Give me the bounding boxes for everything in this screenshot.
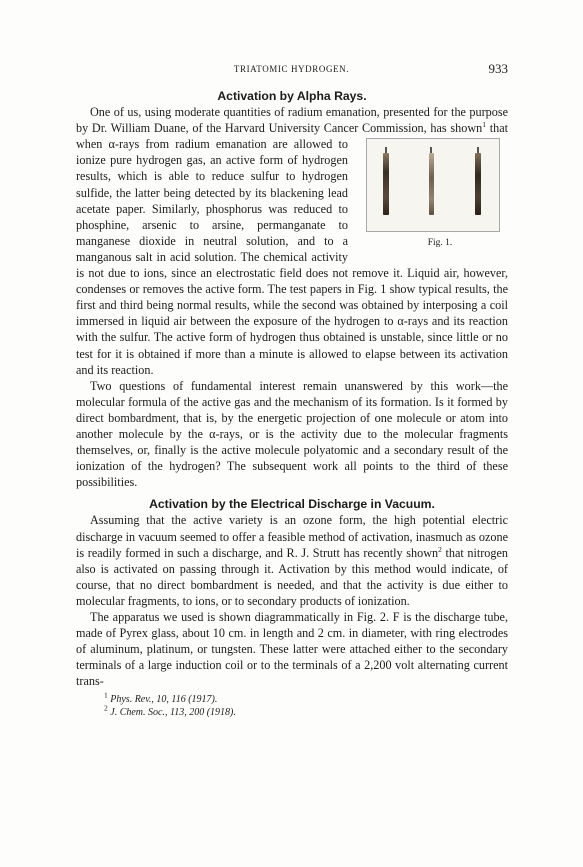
main-text: [76, 88, 508, 719]
paragraph-alpha-rays-2: Two questions of fundamental interest remain unanswered by this work—the molecular formula of the active gas and the mechanism of its formation. Is it formed by direct bombardment, that is, by the energetic projection of one molecule or atom into another molecule by the α-rays, or is the activity due to the molecular fragments themselves, or, finally is the active molecule polyatomic and a secondary result of the ionization of the hydrogen? The subsequent work all points to the third of these possibilities.: [76, 378, 508, 490]
footnote-ref-2: 2: [438, 544, 442, 554]
page-number: 933: [488, 61, 508, 76]
running-head: [0, 61, 583, 80]
footnotes: [76, 693, 508, 719]
paragraph-alpha-rays-1: [76, 104, 508, 378]
footnote-2: [76, 706, 508, 719]
footnote-mark: 2: [104, 704, 108, 714]
figure-1: [358, 138, 508, 251]
test-paper-strip-3: [475, 153, 481, 215]
figure-1-caption: Fig. 1.: [427, 238, 453, 249]
paragraph-discharge-1: [76, 512, 508, 609]
paragraph-text: One of us, using moderate quantities of radium emanation, presented for the purpose by Dr. William Duane, of the Harvard University Cancer Commission, has shown: [76, 105, 508, 136]
footnote-text: Phys. Rev., 10, 116 (1917).: [110, 694, 218, 706]
footnote-1: [76, 693, 508, 706]
test-paper-strip-2: [429, 153, 434, 215]
section-heading-alpha-rays: Activation by Alpha Rays.: [217, 89, 367, 103]
paragraph-text-with-figure: [76, 121, 508, 376]
footnote-mark: 1: [104, 691, 108, 701]
paragraph-text: Assuming that the active variety is an ozone form, the high potential electric discharge in vacuum seemed to offer a feasible method of activation, inasmuch as ozone is readily formed in such a discharge, and R. J. Strutt has recently shown: [76, 513, 508, 560]
running-title: TRIATOMIC HYDROGEN.: [233, 64, 350, 74]
figure-1-image: [366, 138, 500, 232]
footnote-ref-1: 1: [482, 120, 486, 130]
paragraph-text-body: that when α-rays from radium emanation are allowed to ionize pure hydrogen gas, an active form of hydrogen results, which is able to reduce sulfur to hydrogen sulfide, the latter being detected by its blackening lead acetate paper. Similarly, phosphorus was reduced to phosphine, arsenic to arsine, permanganate to manganese dioxide in neutral solution, and to a manganous salt in acid solution. The chemical activity is not due to ions, since an electrostatic field does not remove it. Liquid air, however, condenses or removes the active form. The test papers in Fig. 1 show typical results, the first and third being normal results, while the second was obtained by interposing a coil immersed in liquid air between the exposure of the hydrogen to α-rays and its reaction with the sulfur. The active form of hydrogen thus obtained is unstable, since little or no test for it is obtained if more than a minute is allowed to elapse between its activation and its reaction.: [76, 121, 508, 377]
footnote-text: J. Chem. Soc., 113, 200 (1918).: [110, 707, 236, 719]
paragraph-text: that nitrogen also is activated on passing through it. Activation by this method would indicate, of course, that no direct bombardment is needed, and that the activity is due either to molecular fragments, to ions, or to secondary products of ionization.: [76, 545, 508, 608]
test-paper-strip-1: [383, 153, 389, 215]
section-heading-electrical-discharge: Activation by the Electrical Discharge in Vacuum.: [149, 497, 435, 512]
paragraph-discharge-2: The apparatus we used is shown diagrammatically in Fig. 2. F is the discharge tube, made of Pyrex glass, about 10 cm. in length and 2 cm. in diameter, with ring electrodes of aluminum, platinum, or tungsten. These latter were attached either to the secondary terminals of a large induction coil or to the terminals of a 2,200 volt alternating current trans-: [76, 610, 508, 689]
